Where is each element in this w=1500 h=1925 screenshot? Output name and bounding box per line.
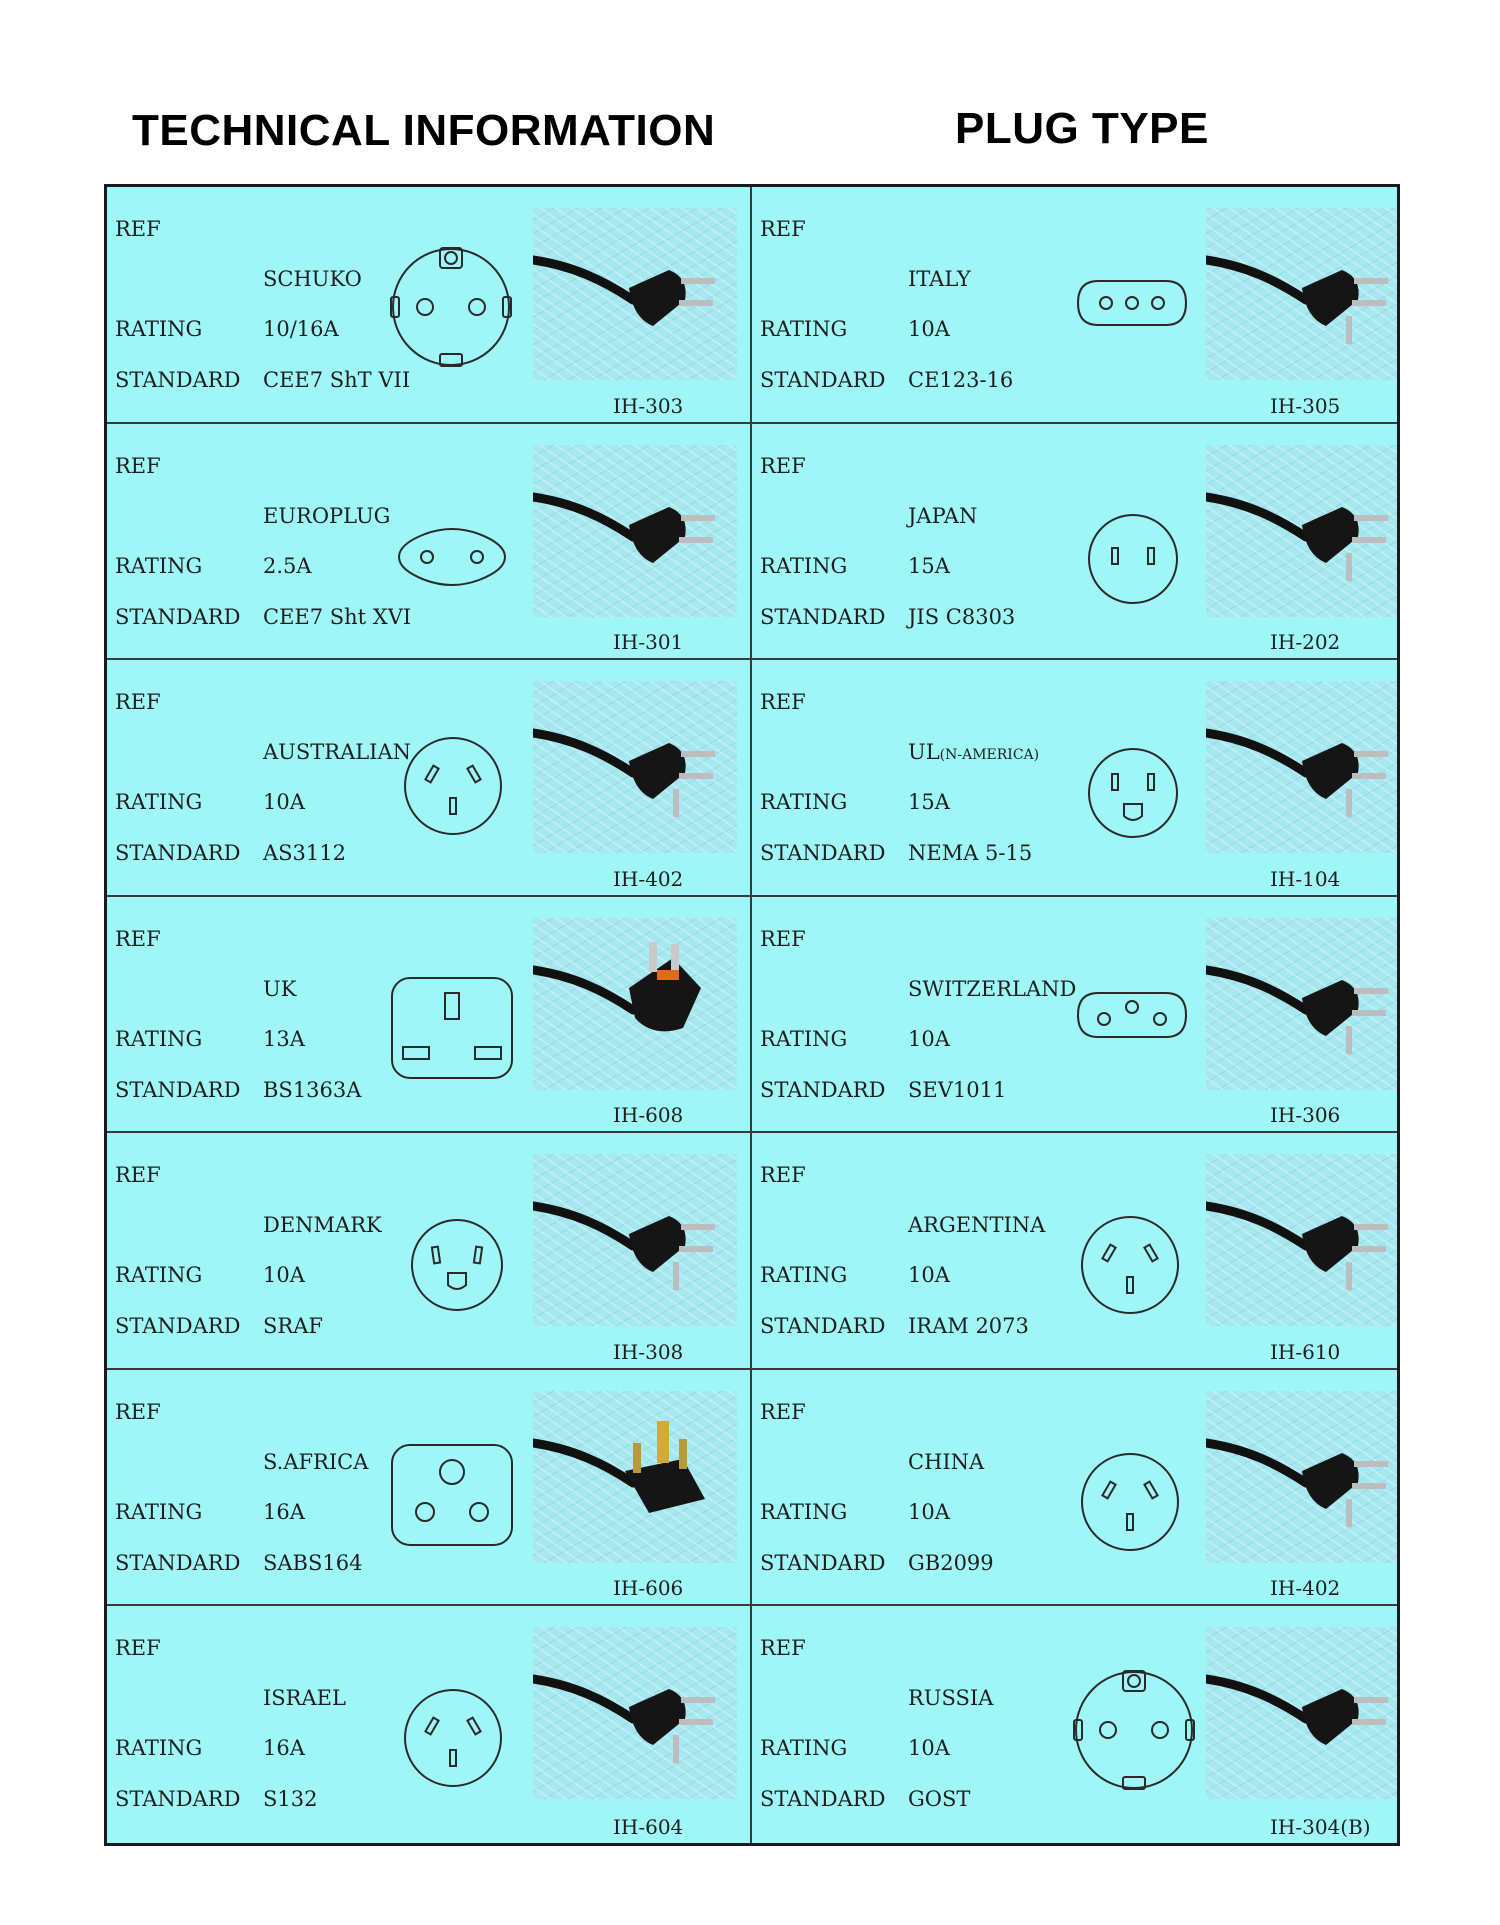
- rating-label: RATING: [760, 1499, 848, 1524]
- rating-label: RATING: [760, 553, 848, 578]
- plug-name-text: DENMARK: [263, 1213, 382, 1238]
- plug-name: [263, 1686, 346, 1710]
- plug-rating: 10A: [908, 1026, 950, 1051]
- plug-cell: [107, 187, 752, 424]
- plug-name-text: SCHUKO: [263, 267, 362, 291]
- plug-cell: [107, 1606, 752, 1843]
- plug-name-text: CHINA: [908, 1449, 985, 1474]
- plug-standard: AS3112: [263, 841, 346, 866]
- plug-standard: JIS C8303: [908, 604, 1016, 629]
- russia-socket-icon: [1072, 1668, 1196, 1792]
- australian-plug-photo: [533, 681, 737, 853]
- ref-label: REF: [115, 1399, 161, 1424]
- plug-cell: [752, 1133, 1397, 1370]
- plug-standard: BS1363A: [263, 1077, 362, 1102]
- plug-cell: [107, 1133, 752, 1370]
- plug-cell: [752, 1370, 1397, 1607]
- plug-rating: 2.5A: [263, 553, 312, 578]
- standard-label: STANDARD: [115, 841, 241, 866]
- plug-name-text: S.AFRICA: [263, 1449, 369, 1474]
- plug-code: IH-308: [613, 1339, 684, 1364]
- plug-name: [908, 1213, 1045, 1237]
- plug-cell: [107, 1370, 752, 1607]
- plug-name: [908, 267, 971, 291]
- israel-plug-photo: [533, 1627, 737, 1799]
- rating-label: RATING: [760, 790, 848, 815]
- plug-rating: 15A: [908, 790, 950, 815]
- ref-label: REF: [115, 217, 161, 241]
- plug-name-text: RUSSIA: [908, 1686, 994, 1711]
- plug-rating: 15A: [908, 553, 950, 578]
- rating-label: RATING: [115, 1499, 203, 1524]
- plug-rating: 10A: [908, 1736, 950, 1761]
- standard-label: STANDARD: [760, 604, 886, 629]
- plug-code: IH-306: [1270, 1103, 1341, 1128]
- switzerland-plug-photo: [1206, 918, 1397, 1090]
- europlug-socket-icon: [395, 528, 509, 586]
- plug-name-text: ITALY: [908, 267, 971, 291]
- uk-plug-photo: [533, 918, 737, 1090]
- technical-information-heading: TECHNICAL INFORMATION: [132, 106, 716, 155]
- ref-label: REF: [760, 1399, 806, 1424]
- rating-label: RATING: [115, 317, 203, 341]
- plug-rating: 16A: [263, 1736, 305, 1761]
- plug-cell: [107, 424, 752, 661]
- plug-code: IH-608: [613, 1103, 684, 1128]
- rating-label: RATING: [115, 1263, 203, 1288]
- plug-name: [908, 740, 1039, 764]
- plug-standard: GOST: [908, 1787, 971, 1812]
- rating-label: RATING: [760, 1263, 848, 1288]
- japan-plug-photo: [1206, 445, 1397, 617]
- plug-name: [263, 1213, 382, 1237]
- china-plug-photo: [1206, 1391, 1397, 1563]
- rating-label: RATING: [115, 790, 203, 815]
- ref-label: REF: [115, 690, 161, 715]
- plug-name: [263, 1450, 368, 1474]
- plug-code: IH-610: [1270, 1339, 1341, 1364]
- plug-cell: [752, 187, 1397, 424]
- uk-socket-icon: [389, 975, 515, 1081]
- russia-plug-photo: [1206, 1627, 1397, 1799]
- south-africa-plug-photo: [533, 1391, 737, 1563]
- plug-code: IH-604: [613, 1814, 684, 1839]
- standard-label: STANDARD: [760, 841, 886, 866]
- plug-standard: NEMA 5-15: [908, 841, 1033, 866]
- plug-code: IH-402: [1270, 1576, 1341, 1601]
- plug-name-text: ARGENTINA: [908, 1213, 1046, 1238]
- ul-plug-photo: [1206, 681, 1397, 853]
- plug-code: IH-305: [1270, 393, 1341, 418]
- italy-plug-photo: [1206, 208, 1397, 380]
- plug-rating: 10A: [908, 1263, 950, 1288]
- argentina-plug-photo: [1206, 1154, 1397, 1326]
- europlug-plug-photo: [533, 445, 737, 617]
- ref-label: REF: [115, 453, 161, 478]
- plug-name-text: UK: [263, 976, 297, 1001]
- plug-rating: 16A: [263, 1499, 305, 1524]
- israel-socket-icon: [401, 1686, 505, 1790]
- ul-socket-icon: [1086, 746, 1180, 840]
- plug-cell: [752, 1606, 1397, 1843]
- ref-label: REF: [760, 453, 806, 478]
- plug-code: IH-104: [1270, 866, 1341, 891]
- plug-code: IH-303: [613, 393, 684, 418]
- plug-name: [908, 1686, 993, 1710]
- australian-socket-icon: [401, 734, 505, 838]
- plug-rating: 10A: [908, 1499, 950, 1524]
- plug-code: IH-301: [613, 630, 684, 655]
- schuko-socket-icon: [389, 245, 513, 369]
- plug-name-text: JAPAN: [908, 503, 978, 528]
- plug-name: [263, 267, 362, 291]
- plug-rating: 10A: [263, 790, 305, 815]
- plug-code: IH-202: [1270, 630, 1341, 655]
- rating-label: RATING: [115, 1026, 203, 1051]
- plug-name: [263, 740, 411, 764]
- plug-cell: [107, 660, 752, 897]
- standard-label: STANDARD: [115, 1314, 241, 1339]
- plug-name-text: AUSTRALIAN: [263, 740, 412, 765]
- plug-table: [104, 184, 1400, 1846]
- plug-cell: [752, 897, 1397, 1134]
- plug-name-text: EUROPLUG: [263, 503, 391, 528]
- plug-name-text: ISRAEL: [263, 1686, 346, 1711]
- standard-label: STANDARD: [760, 1314, 886, 1339]
- plug-standard: S132: [263, 1787, 318, 1812]
- plug-rating: 10A: [908, 317, 950, 341]
- rating-label: RATING: [115, 553, 203, 578]
- standard-label: STANDARD: [760, 1787, 886, 1812]
- plug-cell: [752, 424, 1397, 661]
- argentina-socket-icon: [1078, 1213, 1182, 1317]
- rating-label: RATING: [760, 1736, 848, 1761]
- plug-standard: SABS164: [263, 1550, 363, 1575]
- denmark-socket-icon: [409, 1217, 505, 1313]
- ref-label: REF: [760, 690, 806, 715]
- ref-label: REF: [760, 926, 806, 951]
- standard-label: STANDARD: [115, 368, 241, 392]
- standard-label: STANDARD: [115, 1077, 241, 1102]
- ref-label: REF: [115, 1636, 161, 1661]
- denmark-plug-photo: [533, 1154, 737, 1326]
- plug-standard: GB2099: [908, 1550, 994, 1575]
- rating-label: RATING: [760, 317, 848, 341]
- ref-label: REF: [115, 926, 161, 951]
- standard-label: STANDARD: [760, 1550, 886, 1575]
- plug-code: IH-304(B): [1270, 1814, 1371, 1839]
- plug-code: IH-402: [613, 866, 684, 891]
- standard-label: STANDARD: [760, 1077, 886, 1102]
- plug-code: IH-606: [613, 1576, 684, 1601]
- schuko-plug-photo: [533, 208, 737, 380]
- plug-rating: 10A: [263, 1263, 305, 1288]
- plug-name: [908, 1450, 984, 1474]
- plug-name-text: UL: [908, 740, 940, 765]
- plug-name: [263, 977, 296, 1001]
- ref-label: REF: [760, 217, 806, 241]
- plug-name-text: SWITZERLAND: [908, 976, 1077, 1001]
- ref-label: REF: [115, 1163, 161, 1188]
- plug-name: [908, 504, 977, 528]
- plug-standard: CE123-16: [908, 368, 1014, 392]
- standard-label: STANDARD: [115, 604, 241, 629]
- ref-label: REF: [760, 1163, 806, 1188]
- rating-label: RATING: [115, 1736, 203, 1761]
- plug-rating: 10/16A: [263, 317, 339, 341]
- china-socket-icon: [1078, 1450, 1182, 1554]
- plug-rating: 13A: [263, 1026, 305, 1051]
- plug-cell: [107, 897, 752, 1134]
- ref-label: REF: [760, 1636, 806, 1661]
- plug-standard: CEE7 Sht XVI: [263, 604, 412, 629]
- plug-standard: CEE7 ShT VII: [263, 368, 411, 392]
- standard-label: STANDARD: [115, 1550, 241, 1575]
- italy-socket-icon: [1076, 277, 1188, 329]
- plug-name: [908, 977, 1076, 1001]
- plug-standard: IRAM 2073: [908, 1314, 1029, 1339]
- plug-name: [263, 504, 390, 528]
- switzerland-socket-icon: [1076, 989, 1188, 1041]
- south-africa-socket-icon: [389, 1442, 515, 1548]
- plug-standard: SRAF: [263, 1314, 323, 1339]
- plug-cell: [752, 660, 1397, 897]
- rating-label: RATING: [760, 1026, 848, 1051]
- standard-label: STANDARD: [115, 1787, 241, 1812]
- plug-standard: SEV1011: [908, 1077, 1007, 1102]
- plug-type-heading: PLUG TYPE: [955, 104, 1209, 153]
- standard-label: STANDARD: [760, 368, 886, 392]
- plug-name-suffix: (N-AMERICA): [939, 747, 1040, 764]
- japan-socket-icon: [1086, 512, 1180, 606]
